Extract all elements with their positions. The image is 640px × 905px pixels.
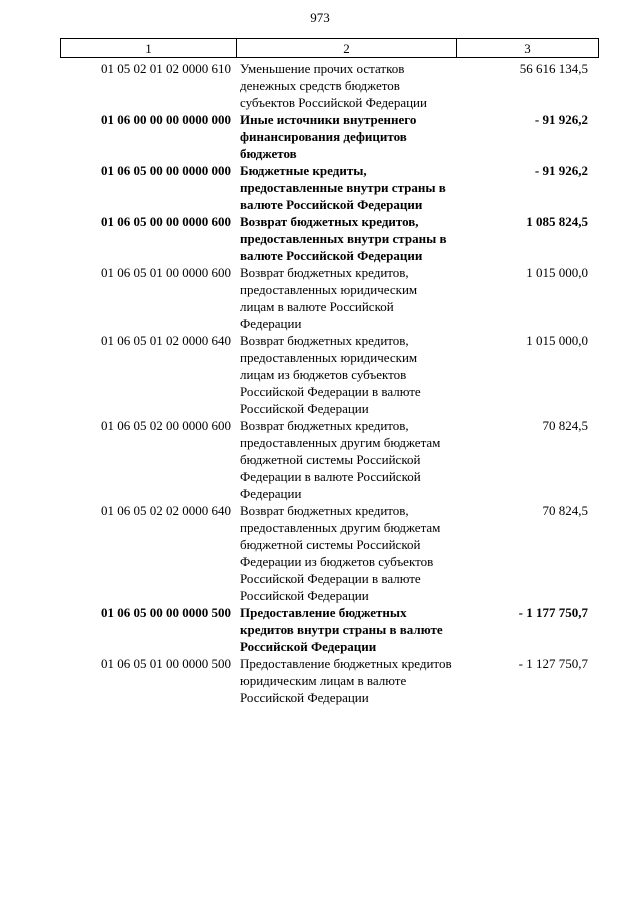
row-name: Возврат бюджетных кредитов, предоставленных юридическим лицам из бюджетов субъектов Российской Федерации в валюте Российской Федерации: [240, 333, 421, 416]
column-header-2: 2: [237, 39, 457, 58]
row-code: 01 06 05 01 00 0000 500: [101, 656, 231, 671]
column-header-row: [61, 39, 599, 58]
table-row: [60, 162, 598, 213]
row-name: Предоставление бюджетных кредитов внутри страны в валюте Российской Федерации: [240, 605, 443, 654]
table-row: [60, 655, 598, 706]
row-amount: - 91 926,2: [534, 163, 588, 178]
row-amount: 56 616 134,5: [519, 61, 588, 76]
row-amount: 1 085 824,5: [526, 214, 588, 229]
row-code: 01 06 05 02 02 0000 640: [101, 503, 231, 518]
row-name: Возврат бюджетных кредитов, предоставленных другим бюджетам бюджетной системы Российской Федерации из бюджетов субъектов Российской Федерации в валюте Российской Федерации: [240, 503, 441, 603]
row-amount: 70 824,5: [542, 503, 588, 518]
row-code: 01 06 05 00 00 0000 600: [101, 214, 231, 229]
row-name: Предоставление бюджетных кредитов юридическим лицам в валюте Российской Федерации: [240, 656, 452, 705]
row-name: Возврат бюджетных кредитов, предоставленных другим бюджетам бюджетной системы Российской Федерации в валюте Российской Федерации: [240, 418, 441, 501]
page-number: 973: [310, 10, 330, 25]
row-code: 01 06 05 00 00 0000 000: [101, 163, 231, 178]
column-header-3: 3: [457, 39, 599, 58]
row-amount: - 1 177 750,7: [518, 605, 588, 620]
table-row: [60, 264, 598, 332]
table-row: [60, 604, 598, 655]
table-row: [60, 213, 598, 264]
row-amount: - 91 926,2: [534, 112, 588, 127]
row-code: 01 06 05 02 00 0000 600: [101, 418, 231, 433]
table-row: [60, 502, 598, 604]
row-code: 01 06 05 00 00 0000 500: [101, 605, 231, 620]
row-code: 01 06 05 01 02 0000 640: [101, 333, 231, 348]
row-code: 01 06 05 01 00 0000 600: [101, 265, 231, 280]
row-name: Бюджетные кредиты, предоставленные внутри страны в валюте Российской Федерации: [240, 163, 446, 212]
row-name: Возврат бюджетных кредитов, предоставленных юридическим лицам в валюте Российской Федерации: [240, 265, 418, 331]
row-code: 01 06 00 00 00 0000 000: [101, 112, 231, 127]
row-amount: 70 824,5: [542, 418, 588, 433]
table-row: [60, 111, 598, 162]
row-name: Возврат бюджетных кредитов, предоставленных внутри страны в валюте Российской Федерации: [240, 214, 447, 263]
row-name: Уменьшение прочих остатков денежных средств бюджетов субъектов Российской Федерации: [240, 61, 427, 110]
row-code: 01 05 02 01 02 0000 610: [101, 61, 231, 76]
column-header-1: 1: [61, 39, 237, 58]
table-row: [60, 332, 598, 417]
row-amount: - 1 127 750,7: [518, 656, 588, 671]
column-header-table: [60, 38, 599, 58]
table-row: [60, 60, 598, 111]
row-amount: 1 015 000,0: [526, 333, 588, 348]
row-name: Иные источники внутреннего финансирования дефицитов бюджетов: [240, 112, 417, 161]
budget-table-body: [60, 60, 598, 706]
row-amount: 1 015 000,0: [526, 265, 588, 280]
table-row: [60, 417, 598, 502]
